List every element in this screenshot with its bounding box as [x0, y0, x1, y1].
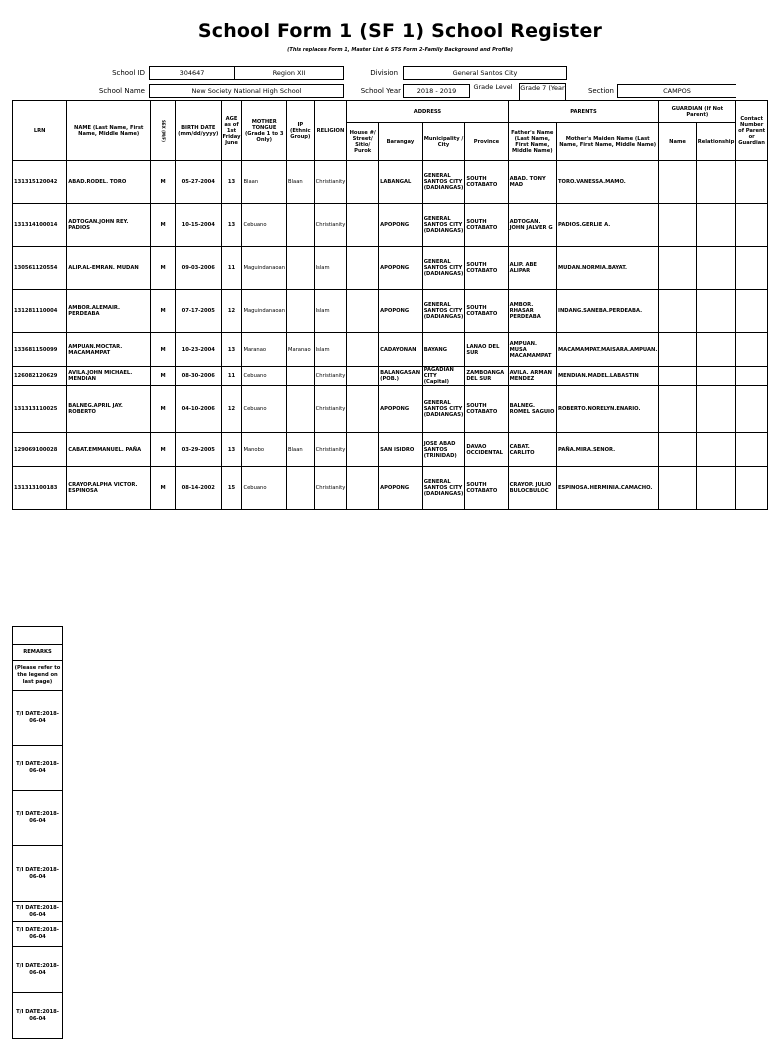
remark-cell: T/I DATE:2018-06-04 [13, 846, 63, 902]
cell-relationship [696, 204, 736, 247]
cell-house [347, 161, 379, 204]
col-guardian-name: Name [659, 123, 696, 161]
cell-contact [736, 367, 768, 386]
cell-lrn: 129069100028 [13, 433, 67, 467]
cell-name: BALNEG.APRIL JAY. ROBERTO [67, 386, 151, 433]
cell-barangay: LABANGAL [379, 161, 423, 204]
cell-province: SOUTH COTABATO [465, 204, 508, 247]
cell-ip [287, 204, 315, 247]
cell-birth: 05-27-2004 [176, 161, 221, 204]
grade-level-label: Grade Level [473, 83, 513, 91]
remark-cell: T/I DATE:2018-06-04 [13, 922, 63, 947]
col-province: Province [465, 123, 508, 161]
cell-lrn: 131313110025 [13, 386, 67, 433]
cell-gname [659, 204, 696, 247]
col-mother: Mother's Maiden Name (Last Name, First Name, Middle Name) [557, 123, 659, 161]
grade-level-field: Grade 7 (Year [519, 83, 566, 101]
cell-relationship [696, 367, 736, 386]
cell-tongue: Cebuano [242, 204, 287, 247]
cell-relationship [696, 161, 736, 204]
cell-mother: ROBERTO.NORELYN.ENARIO. [557, 386, 659, 433]
table-row [13, 290, 768, 333]
cell-ip: Blaan [287, 433, 315, 467]
cell-house [347, 204, 379, 247]
cell-gname [659, 367, 696, 386]
cell-age: 12 [221, 290, 242, 333]
cell-province: SOUTH COTABATO [465, 290, 508, 333]
cell-relationship [696, 386, 736, 433]
cell-province: SOUTH COTABATO [465, 386, 508, 433]
cell-sex: M [151, 247, 176, 290]
cell-name: ALIP.AL-EMRAN. MUDAN [67, 247, 151, 290]
cell-contact [736, 204, 768, 247]
cell-age: 13 [221, 333, 242, 367]
cell-ip [287, 290, 315, 333]
table-row [13, 204, 768, 247]
cell-tongue: Cebuano [242, 467, 287, 510]
cell-name: AMPUAN.MOCTAR. MACAMAMPAT [67, 333, 151, 367]
cell-religion: Islam [314, 247, 347, 290]
section-label: Section [587, 87, 614, 95]
cell-house [347, 467, 379, 510]
cell-religion: Christianity [314, 204, 347, 247]
cell-ip [287, 247, 315, 290]
cell-mother: PADIOS.GERLIE A. [557, 204, 659, 247]
cell-lrn: 126082120629 [13, 367, 67, 386]
division-label: Division [370, 69, 398, 77]
cell-lrn: 131315120042 [13, 161, 67, 204]
col-lrn: LRN [13, 101, 67, 161]
table-row [13, 386, 768, 433]
col-relationship: Relationship [696, 123, 736, 161]
table-row [13, 467, 768, 510]
cell-name: ABAD.RODEL. TORO [67, 161, 151, 204]
cell-barangay: APOPONG [379, 386, 423, 433]
remark-cell: T/I DATE:2018-06-04 [13, 993, 63, 1039]
cell-sex: M [151, 290, 176, 333]
cell-lrn: 131281110004 [13, 290, 67, 333]
cell-municipality: GENERAL SANTOS CITY (DADIANGAS) [422, 290, 465, 333]
cell-relationship [696, 467, 736, 510]
cell-ip [287, 467, 315, 510]
table-row [13, 161, 768, 204]
cell-gname [659, 433, 696, 467]
remark-row [13, 902, 63, 922]
cell-mother: MENDIAN.MADEL.LABASTIN [557, 367, 659, 386]
cell-contact [736, 467, 768, 510]
cell-house [347, 290, 379, 333]
cell-father: BALNEG. ROMEL SAGUIO [508, 386, 556, 433]
section-field: CAMPOS [617, 84, 736, 98]
cell-municipality: GENERAL SANTOS CITY (DADIANGAS) [422, 467, 465, 510]
col-name: NAME (Last Name, First Name, Middle Name) [67, 101, 151, 161]
cell-religion: Christianity [314, 433, 347, 467]
cell-municipality: GENERAL SANTOS CITY (DADIANGAS) [422, 161, 465, 204]
cell-age: 11 [221, 247, 242, 290]
cell-tongue: Maranao [242, 333, 287, 367]
remark-row [13, 791, 63, 846]
cell-contact [736, 333, 768, 367]
cell-name: CABAT.EMMANUEL. PAÑA [67, 433, 151, 467]
cell-province: SOUTH COTABATO [465, 247, 508, 290]
col-father: Father's Name (Last Name, First Name, Middle Name) [508, 123, 556, 161]
cell-municipality: BAYANG [422, 333, 465, 367]
cell-gname [659, 247, 696, 290]
cell-contact [736, 247, 768, 290]
cell-mother: INDANG.SANEBA.PERDEABA. [557, 290, 659, 333]
cell-father: AVILA. ARMAN MENDEZ [508, 367, 556, 386]
cell-gname [659, 467, 696, 510]
col-birth: BIRTH DATE (mm/dd/yyyy) [176, 101, 221, 161]
cell-sex: M [151, 467, 176, 510]
cell-ip [287, 367, 315, 386]
cell-barangay: BALANGASAN (POB.) [379, 367, 423, 386]
cell-municipality: GENERAL SANTOS CITY (DADIANGAS) [422, 386, 465, 433]
cell-relationship [696, 247, 736, 290]
cell-municipality: GENERAL SANTOS CITY (DADIANGAS) [422, 204, 465, 247]
cell-father: AMBOR. RHASAR PERDEABA [508, 290, 556, 333]
cell-municipality: PAGADIAN CITY (Capital) [422, 367, 465, 386]
cell-relationship [696, 433, 736, 467]
col-contact: Contact Number of Parent or Guardian [736, 101, 768, 161]
cell-religion: Islam [314, 290, 347, 333]
cell-religion: Christianity [314, 367, 347, 386]
cell-name: AVILA.JOHN MICHAEL. MENDIAN [67, 367, 151, 386]
school-id-label: School ID [112, 69, 145, 77]
cell-sex: M [151, 333, 176, 367]
cell-relationship [696, 333, 736, 367]
cell-tongue: Maguindanaoan [242, 247, 287, 290]
cell-lrn: 130561120554 [13, 247, 67, 290]
col-guardian: GUARDIAN (If Not Parent) [659, 101, 736, 123]
col-sex [151, 101, 176, 161]
col-address: ADDRESS [347, 101, 508, 123]
cell-age: 13 [221, 204, 242, 247]
cell-lrn: 131314100014 [13, 204, 67, 247]
col-municipality: Municipality / City [422, 123, 465, 161]
cell-barangay: APOPONG [379, 467, 423, 510]
cell-sex: M [151, 161, 176, 204]
cell-gname [659, 161, 696, 204]
remark-row [13, 846, 63, 902]
cell-birth: 08-14-2002 [176, 467, 221, 510]
cell-name: AMBOR.ALEMAIR. PERDEABA [67, 290, 151, 333]
cell-house [347, 386, 379, 433]
table-row [13, 367, 768, 386]
cell-ip: Maranao [287, 333, 315, 367]
table-row [13, 433, 768, 467]
cell-gname [659, 290, 696, 333]
cell-birth: 04-10-2006 [176, 386, 221, 433]
cell-ip: Blaan [287, 161, 315, 204]
cell-tongue: Maguindanaoan [242, 290, 287, 333]
cell-birth: 09-03-2006 [176, 247, 221, 290]
remarks-legend: (Please refer to the legend on last page) [13, 661, 63, 691]
region-field: Region XII [234, 66, 344, 80]
cell-municipality: GENERAL SANTOS CITY (DADIANGAS) [422, 247, 465, 290]
remark-cell: T/I DATE:2018-06-04 [13, 746, 63, 791]
school-id-field: 304647 [149, 66, 235, 80]
remark-row [13, 746, 63, 791]
col-parents: PARENTS [508, 101, 659, 123]
cell-barangay: APOPONG [379, 204, 423, 247]
cell-mother: PAÑA.MIRA.SENOR. [557, 433, 659, 467]
remark-cell: T/I DATE:2018-06-04 [13, 791, 63, 846]
cell-mother: MACAMAMPAT.MAISARA.AMPUAN. [557, 333, 659, 367]
remark-cell: T/I DATE:2018-06-04 [13, 691, 63, 746]
cell-house [347, 247, 379, 290]
page-subtitle: (This replaces Form 1, Master List & STS Form 2-Family Background and Profile) [287, 47, 513, 53]
col-age: AGE as of 1st Friday June [221, 101, 242, 161]
school-year-field: 2018 - 2019 [403, 84, 470, 98]
table-row [13, 247, 768, 290]
cell-sex: M [151, 433, 176, 467]
cell-tongue: Cebuano [242, 367, 287, 386]
cell-house [347, 367, 379, 386]
cell-mother: TORO.VANESSA.MAMO. [557, 161, 659, 204]
page-title: School Form 1 (SF 1) School Register [197, 20, 603, 42]
school-name-field: New Society National High School [149, 84, 344, 98]
cell-sex: M [151, 204, 176, 247]
cell-contact [736, 290, 768, 333]
cell-contact [736, 386, 768, 433]
cell-house [347, 433, 379, 467]
col-house: House #/ Street/ Sitio/ Purok [347, 123, 379, 161]
cell-lrn: 133681150099 [13, 333, 67, 367]
remark-cell: T/I DATE:2018-06-04 [13, 902, 63, 922]
cell-father: CABAT. CARLITO [508, 433, 556, 467]
cell-father: AMPUAN. MUSA MACAMAMPAT [508, 333, 556, 367]
col-ip: IP (Ethnic Group) [287, 101, 315, 161]
cell-relationship [696, 290, 736, 333]
cell-ip [287, 386, 315, 433]
cell-father: ABAD. TONY MAD [508, 161, 556, 204]
cell-age: 12 [221, 386, 242, 433]
cell-gname [659, 386, 696, 433]
remarks-header: REMARKS [13, 645, 63, 661]
cell-age: 13 [221, 161, 242, 204]
col-religion: RELIGION [314, 101, 347, 161]
cell-province: LANAO DEL SUR [465, 333, 508, 367]
cell-tongue: Cebuano [242, 386, 287, 433]
remark-row [13, 993, 63, 1039]
cell-province: DAVAO OCCIDENTAL [465, 433, 508, 467]
remark-row [13, 947, 63, 993]
cell-father: CRAYOP. JULIO BULOCBULOC [508, 467, 556, 510]
cell-age: 15 [221, 467, 242, 510]
cell-tongue: Blaan [242, 161, 287, 204]
cell-father: ADTOGAN. JOHN JALVER G [508, 204, 556, 247]
remark-row [13, 691, 63, 746]
cell-birth: 10-23-2004 [176, 333, 221, 367]
cell-religion: Islam [314, 333, 347, 367]
col-tongue: MOTHER TONGUE (Grade 1 to 3 Only) [242, 101, 287, 161]
cell-sex: M [151, 367, 176, 386]
cell-gname [659, 333, 696, 367]
cell-barangay: CADAYONAN [379, 333, 423, 367]
cell-barangay: APOPONG [379, 290, 423, 333]
cell-contact [736, 433, 768, 467]
cell-province: SOUTH COTABATO [465, 467, 508, 510]
cell-name: CRAYOP.ALPHA VICTOR. ESPINOSA [67, 467, 151, 510]
cell-name: ADTOGAN.JOHN REY. PADIOS [67, 204, 151, 247]
cell-mother: MUDAN.NORMIA.BAYAT. [557, 247, 659, 290]
cell-birth: 07-17-2005 [176, 290, 221, 333]
table-row [13, 333, 768, 367]
cell-province: SOUTH COTABATO [465, 161, 508, 204]
cell-father: ALIP. ABE ALIPAR [508, 247, 556, 290]
cell-barangay: SAN ISIDRO [379, 433, 423, 467]
cell-sex: M [151, 386, 176, 433]
cell-birth: 03-29-2005 [176, 433, 221, 467]
school-year-label: School Year [360, 87, 401, 95]
cell-province: ZAMBOANGA DEL SUR [465, 367, 508, 386]
remark-cell: T/I DATE:2018-06-04 [13, 947, 63, 993]
col-sex-label: SEX (M/F) [161, 119, 167, 142]
col-barangay: Barangay [379, 123, 423, 161]
cell-barangay: APOPONG [379, 247, 423, 290]
cell-house [347, 333, 379, 367]
division-field: General Santos City [403, 66, 567, 80]
cell-age: 13 [221, 433, 242, 467]
cell-birth: 08-30-2006 [176, 367, 221, 386]
cell-religion: Christianity [314, 467, 347, 510]
remarks-table [12, 626, 63, 1039]
school-name-label: School Name [98, 87, 145, 95]
register-table [12, 100, 768, 510]
cell-mother: ESPINOSA.HERMINIA.CAMACHO. [557, 467, 659, 510]
cell-age: 11 [221, 367, 242, 386]
cell-tongue: Manobo [242, 433, 287, 467]
cell-lrn: 131313100183 [13, 467, 67, 510]
cell-birth: 10-15-2004 [176, 204, 221, 247]
cell-municipality: JOSE ABAD SANTOS (TRINIDAD) [422, 433, 465, 467]
cell-religion: Christianity [314, 386, 347, 433]
cell-religion: Christianity [314, 161, 347, 204]
cell-contact [736, 161, 768, 204]
remark-row [13, 922, 63, 947]
